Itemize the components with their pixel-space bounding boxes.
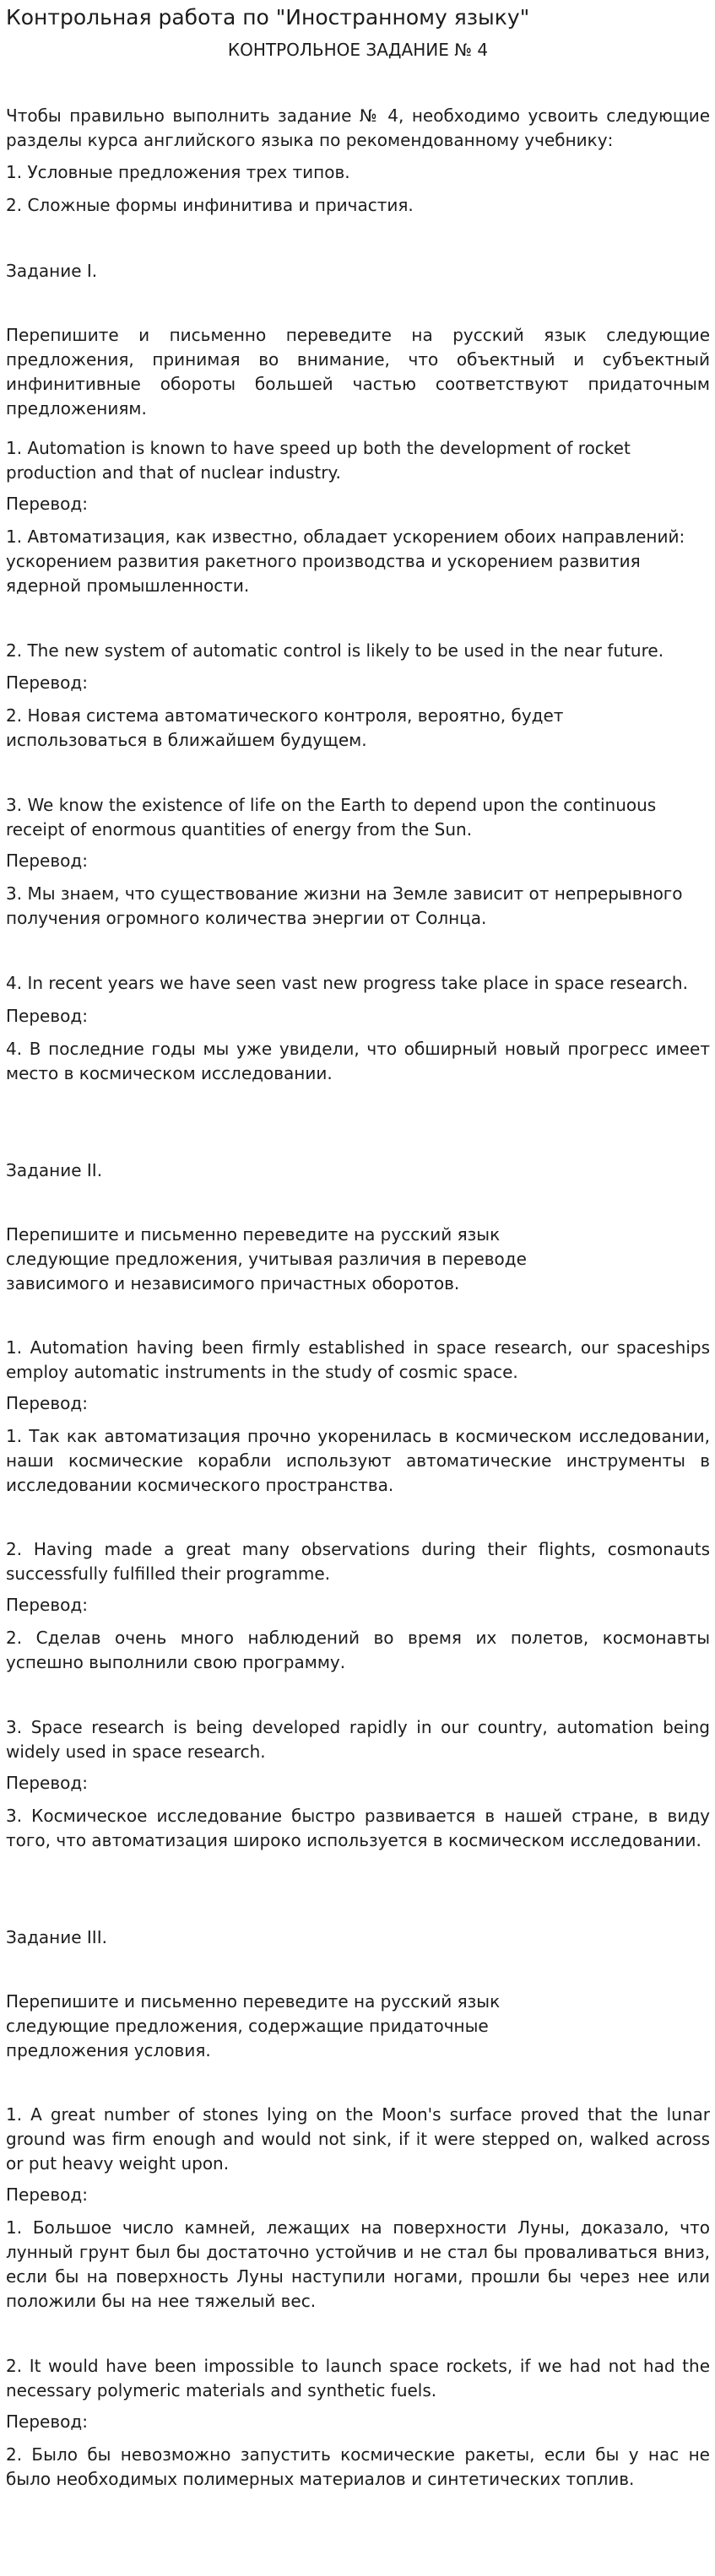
sentence-translation: 4. В последние годы мы уже увидели, что обширный новый прогресс имеет место в космическом исследовании. [6, 1039, 710, 1083]
task-heading: Задание III. [6, 1927, 107, 1947]
translation-label: Перевод: [6, 2411, 88, 2432]
sentence-english: 3. Space research is being developed rapidly in our country, automation being widely used in space research. [6, 1717, 710, 1762]
task-instruction: Перепишите и письменно переведите на русский язык следующие предложения, принимая во внимание, что объектный и субъектный инфинитивные обороты большей частью соответствуют придаточным предложениям. [6, 325, 710, 419]
sentence-english: 1. Automation is known to have speed up both the development of rocket production and that of nuclear industry. [6, 438, 631, 483]
sentence-english: 3. We know the existence of life on the Earth to depend upon the continuous receipt of enormous quantities of energy from the Sun. [6, 795, 657, 840]
sentence-english: 2. The new system of automatic control is likely to be used in the near future. [6, 640, 664, 661]
translation-label: Перевод: [6, 1773, 88, 1793]
translation-label: Перевод: [6, 851, 88, 871]
translation-label: Перевод: [6, 494, 88, 514]
intro-item: 2. Сложные формы инфинитива и причастия. [6, 195, 414, 215]
sentence-translation: 1. Автоматизация, как известно, обладает ускорением обоих направлений: ускорением развития ракетного производства и ускорением развития ядерной промышленности. [6, 527, 685, 596]
intro-text: Чтобы правильно выполнить задание № 4, необходимо усвоить следующие разделы курса английского языка по рекомендованному учебнику: [6, 105, 710, 150]
sentence-english: 4. In recent years we have seen vast new progress take place in space research. [6, 973, 688, 993]
intro-item: 1. Условные предложения трех типов. [6, 162, 350, 182]
sentence-english: 1. Automation having been firmly established in space research, our spaceships employ automatic instruments in the study of cosmic space. [6, 1337, 710, 1382]
translation-label: Перевод: [6, 672, 88, 693]
page-title: Контрольная работа по "Иностранному языку" [6, 5, 530, 30]
sentence-translation: 3. Мы знаем, что существование жизни на Земле зависит от непрерывного получения огромного количества энергии от Солнца. [6, 883, 683, 928]
translation-label: Перевод: [6, 2184, 88, 2205]
sentence-translation: 1. Так как автоматизация прочно укоренилась в космическом исследовании, наши космические корабли используют автоматические инструменты в исследовании космического пространства. [6, 1426, 710, 1495]
sentence-english: 2. It would have been impossible to launch space rockets, if we had not had the necessary polymeric materials and synthetic fuels. [6, 2356, 710, 2400]
sentence-english: 1. A great number of stones lying on the Moon's surface proved that the lunar ground was firm enough and would not sink, if it were stepped on, walked across or put heavy weight upon. [6, 2104, 710, 2174]
sentence-translation: 2. Было бы невозможно запустить космические ракеты, если бы у нас не было необходимых полимерных материалов и синтетических топлив. [6, 2444, 710, 2489]
sentence-translation: 2. Новая система автоматического контроля, вероятно, будет использоваться в ближайшем будущем. [6, 705, 564, 750]
sentence-translation: 3. Космическое исследование быстро развивается в нашей стране, в виду того, что автоматизация широко используется в космическом исследовании. [6, 1806, 710, 1850]
sentence-translation: 2. Сделав очень много наблюдений во время их полетов, космонавты успешно выполнили свою программу. [6, 1628, 710, 1672]
sentence-translation: 1. Большое число камней, лежащих на поверхности Луны, доказало, что лунный грунт был бы достаточно устойчив и не стал бы проваливаться вниз, если бы на поверхность Луны наступили ногами, прошли бы через нее или положили бы на нее тяжелый вес. [6, 2217, 710, 2311]
task-heading: Задание I. [6, 261, 98, 281]
translation-label: Перевод: [6, 1006, 88, 1026]
task-heading: Задание II. [6, 1160, 103, 1180]
sentence-english: 2. Having made a great many observations during their flights, cosmonauts successfully fulfilled their programme. [6, 1539, 710, 1584]
task-instruction: Перепишите и письменно переведите на русский язык следующие предложения, учитывая различия в переводе зависимого и независимого причастных оборотов. [6, 1224, 527, 1293]
translation-label: Перевод: [6, 1595, 88, 1615]
page-subtitle: КОНТРОЛЬНОЕ ЗАДАНИЕ № 4 [227, 40, 489, 60]
task-instruction: Перепишите и письменно переведите на русский язык следующие предложения, содержащие придаточные предложения условия. [6, 1991, 501, 2060]
translation-label: Перевод: [6, 1393, 88, 1413]
